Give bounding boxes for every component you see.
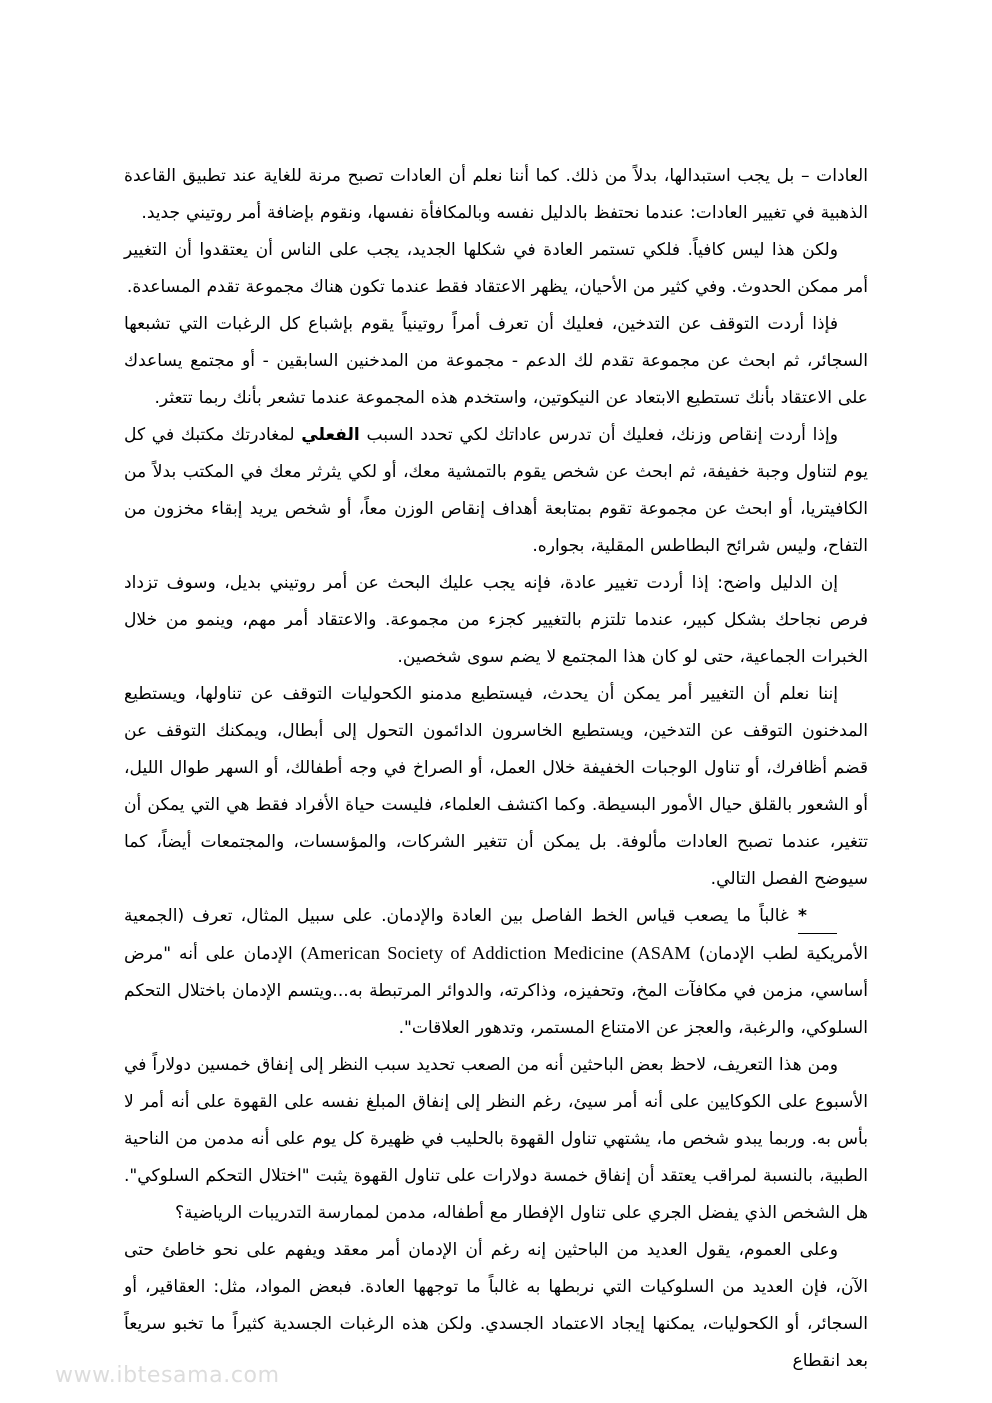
paragraph-3: فإذا أردت التوقف عن التدخين، فعليك أن تعرف أمراً روتينياً يقوم بإشباع كل الرغبات التي تشبعها السجائر، ثم ابحث عن مجموعة تقدم لك الدعم - مجموعة من المدخنين السابقين - أو مجتمع يساعدك على الاعتقاد بأنك تستطيع الابتعاد عن النيكوتين، واستخدم هذه المجموعة عندما تشعر بأنك ربما تتعثر. [124, 314, 868, 408]
paragraph-4-text-before-bold: وإذا أردت إنقاص وزنك، فعليك أن تدرس عاداتك لكي تحدد السبب [359, 425, 838, 445]
paragraph-6: إننا نعلم أن التغيير أمر يمكن أن يحدث، فيستطيع مدمنو الكحوليات التوقف عن تناولها، ويستطيع المدخنون التوقف عن التدخين، ويستطيع الخاسرون الدائمون التحول إلى أبطال، ويمكنك التوقف عن قضم أظافرك، أو تناول الوجبات الخفيفة خلال العمل، أو الصراخ في وجه أطفالك، أو السهر طوال الليل، أو الشعور بالقلق حيال الأمور البسيطة. وكما اكتشف العلماء، فليست حياة الأفراد فقط هي التي يمكن أن تتغير، عندما تصبح العادات مألوفة. بل يمكن أن تتغير الشركات، والمؤسسات، والمجتمعات أيضاً، كما سيوضح الفصل التالي. [124, 684, 868, 889]
paragraph-8: ومن هذا التعريف، لاحظ بعض الباحثين أنه من الصعب تحديد سبب النظر إلى إنفاق خمسين دولاراً في الأسبوع على الكوكايين على أنه أمر سيئ، رغم النظر إلى إنفاق المبلغ نفسه على القهوة على أنه أمر لا بأس به. وربما يبدو شخص ما، يشتهي تناول القهوة بالحليب في ظهيرة كل يوم على أنه مدمن من الناحية الطبية، بالنسبة لمراقب يعتقد أن إنفاق خمسة دولارات على تناول القهوة يثبت "اختلال التحكم السلوكي". هل الشخص الذي يفضل الجري على تناول الإفطار مع أطفاله، مدمن لممارسة التدريبات الرياضية؟ [124, 1055, 868, 1223]
footnote-text-part-2: الإدمان على أنه "مرض أساسي، مزمن في مكافآت المخ، وتحفيزه، وذاكرته، والدوائر المرتبطة به...ويتسم الإدمان باختلال التحكم السلوكي، والرغبة، والعجز عن الامتناع المستمر، وتدهور العلاقات". [124, 944, 868, 1038]
paragraph-4 [124, 417, 868, 565]
paragraph-5: إن الدليل واضح: إذا أردت تغيير عادة، فإنه يجب عليك البحث عن أمر روتيني بديل، وسوف تزداد فرص نجاحك بشكل كبير، عندما تلتزم بالتغيير كجزء من مجموعة. والاعتقاد أمر مهم، وينمو من خلال الخبرات الجماعية، حتى لو كان هذا المجتمع لا يضم سوى شخصين. [124, 573, 868, 667]
document-text-column [124, 158, 868, 1380]
footnote-asterisk-marker: * [797, 898, 838, 935]
site-watermark: www.ibtesama.com [55, 1363, 280, 1388]
paragraph-9: وعلى العموم، يقول العديد من الباحثين إنه رغم أن الإدمان أمر معقد ويفهم على نحو خاطئ حتى الآن، فإن العديد من السلوكيات التي نربطها به غالباً ما توجهها العادة. فبعض المواد، مثل: العقاقير، أو السجائر، أو الكحوليات، يمكنها إيجاد الاعتماد الجسدي. ولكن هذه الرغبات الجسدية كثيراً ما تخبو سريعاً بعد انقطاع [124, 1240, 868, 1371]
paragraph-4-text-after-bold: لمغادرتك مكتبك في كل يوم لتناول وجبة خفيفة، ثم ابحث عن شخص يقوم بالتمشية معك، أو لكي يثرثر معك في المكتب بدلاً من الكافيتريا، أو ابحث عن مجموعة تقوم بمتابعة أهداف إنقاص الوزن معاً، أو شخص يريد إبقاء مخزون من التفاح، وليس شرائح البطاطس المقلية، بجواره. [124, 425, 868, 556]
footnote-latin-organization-name: (American Society of Addiction Medicine (ASAM [300, 943, 691, 963]
paragraph-2: ولكن هذا ليس كافياً. فلكي تستمر العادة في شكلها الجديد، يجب على الناس أن يعتقدوا أن التغيير أمر ممكن الحدوث. وفي كثير من الأحيان، يظهر الاعتقاد فقط عندما تكون هناك مجموعة تقدم المساعدة. [124, 240, 868, 297]
footnote-text-part-1: غالباً ما يصعب قياس الخط الفاصل بين العادة والإدمان. على سبيل المثال، تعرف (الجمعية الأمريكية لطب الإدمان) [124, 906, 868, 964]
paragraph-1: العادات – بل يجب استبدالها، بدلاً من ذلك. كما أننا نعلم أن العادات تصبح مرنة للغاية عند تطبيق القاعدة الذهبية في تغيير العادات: عندما نحتفظ بالدليل نفسه وبالمكافأة نفسها، ونقوم بإضافة أمر روتيني جديد. [124, 166, 868, 223]
footnote-paragraph [124, 898, 868, 1047]
paragraph-4-bold-emphasis: الفعلي [301, 425, 360, 445]
